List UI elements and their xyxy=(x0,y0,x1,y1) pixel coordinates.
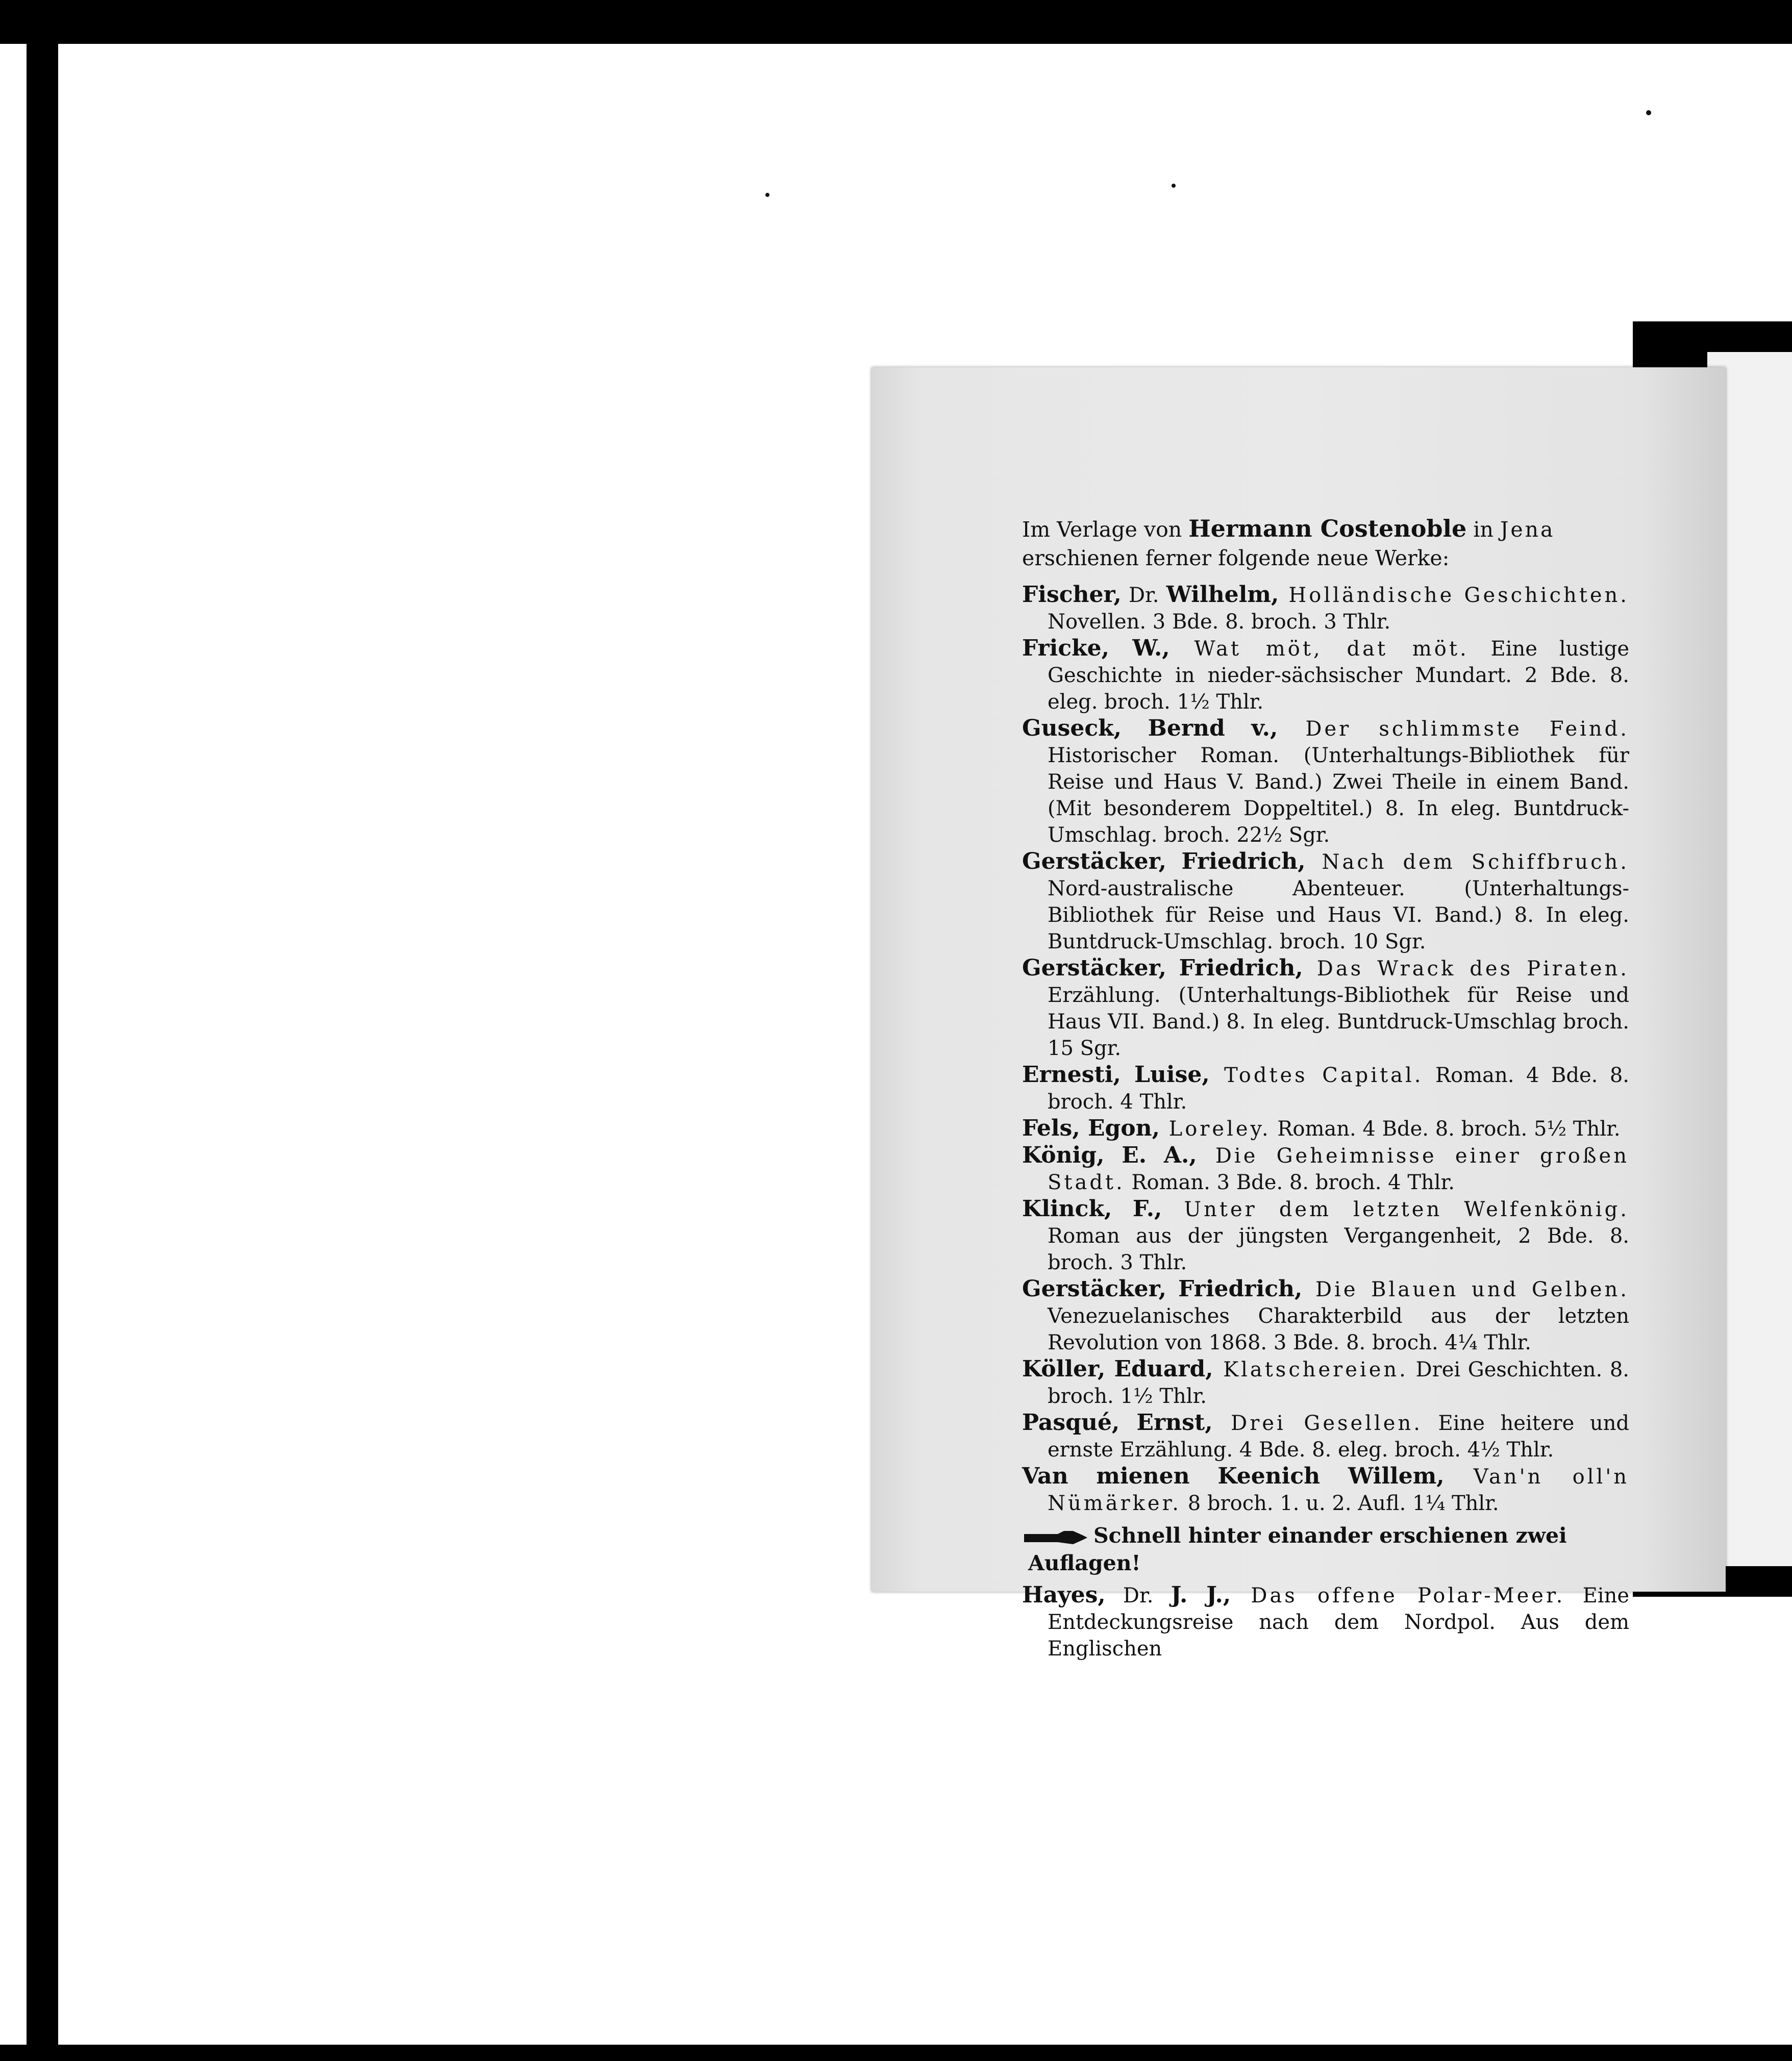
book-entry xyxy=(1022,1196,1629,1276)
book-entry-hayes xyxy=(1022,1582,1629,1662)
book-title: Das offene Polar-Meer. xyxy=(1231,1584,1565,1607)
pointing-hand-icon xyxy=(1022,1529,1088,1546)
book-details: Roman. 4 Bde. 8. broch. 4 Thlr. xyxy=(1048,1064,1629,1114)
book-author: König, E. A., xyxy=(1022,1142,1197,1168)
book-entry xyxy=(1022,1142,1629,1196)
book-title: Todtes Capital. xyxy=(1209,1064,1424,1087)
speck xyxy=(1646,110,1651,115)
book-details: Novellen. 3 Bde. 8. broch. 3 Thlr. xyxy=(1048,610,1391,634)
reprint-notice xyxy=(1022,1522,1629,1577)
book-details: Roman aus der jüngsten Vergangenheit, 2 Bde. 8. broch. 3 Thlr. xyxy=(1048,1224,1629,1274)
book-author: Hayes, xyxy=(1022,1582,1106,1608)
book-list xyxy=(1022,582,1629,1517)
book-title: Klatschereien. xyxy=(1213,1358,1408,1381)
book-details: Eine lustige Geschichte in nieder-sächsischer Mundart. 2 Bde. 8. eleg. broch. 1½ Thlr. xyxy=(1048,637,1630,714)
book-details: Roman. 4 Bde. 8. broch. 5½ Thlr. xyxy=(1271,1117,1621,1141)
speck xyxy=(1172,184,1176,188)
book-author-title: Dr. xyxy=(1105,1584,1171,1607)
book-entry xyxy=(1022,582,1629,635)
intro-in: in xyxy=(1473,517,1494,542)
publisher-name: Hermann Costenoble xyxy=(1188,515,1467,542)
book-details: Eine Entdeckungsreise nach dem Nordpol. Aus dem Englischen xyxy=(1048,1584,1630,1661)
book-title: Unter dem letzten Welfenkönig. xyxy=(1162,1198,1630,1221)
book-details: Eine heitere und ernste Erzählung. 4 Bde. 8. eleg. broch. 4½ Thlr. xyxy=(1048,1412,1629,1462)
book-author: Fischer, xyxy=(1022,582,1122,608)
book-entry xyxy=(1022,1276,1629,1356)
book-title: Nach dem Schiffbruch. xyxy=(1305,850,1629,874)
book-author: Gerstäcker, Friedrich, xyxy=(1022,955,1303,981)
book-entry xyxy=(1022,1115,1629,1142)
book-entry xyxy=(1022,1356,1629,1410)
book-author: Ernesti, Luise, xyxy=(1022,1062,1210,1088)
intro-line xyxy=(1022,514,1629,572)
book-entry xyxy=(1022,715,1629,848)
book-author: Van mienen Keenich Willem, xyxy=(1022,1463,1445,1489)
book-details: Venezuelanisches Charakterbild aus der letzten Revolution von 1868. 3 Bde. 8. broch. 4¼ Thlr. xyxy=(1048,1304,1629,1354)
book-title: Loreley. xyxy=(1159,1117,1271,1141)
book-title: Van'n oll'n Nümärker. xyxy=(1048,1465,1630,1515)
book-author: Klinck, F., xyxy=(1022,1196,1162,1222)
book-author-initials: J. J., xyxy=(1171,1582,1231,1608)
book-entry xyxy=(1022,635,1629,715)
book-title: Die Geheimnisse einer großen Stadt. xyxy=(1048,1144,1629,1194)
book-entry xyxy=(1022,1463,1629,1517)
book-entry xyxy=(1022,848,1629,955)
scan-left-edge xyxy=(0,44,27,2045)
book-author-extra: Dr. xyxy=(1121,584,1166,607)
book-author: Köller, Eduard, xyxy=(1022,1356,1213,1382)
book-author: Guseck, Bernd v., xyxy=(1022,715,1278,741)
book-entry xyxy=(1022,1062,1629,1115)
book-author-name: Wilhelm, xyxy=(1166,582,1279,608)
book-entry xyxy=(1022,955,1629,1062)
intro-suffix: erschienen ferner folgende neue Werke: xyxy=(1022,546,1450,570)
book-details: Historischer Roman. (Unterhaltungs-Bibliothek für Reise und Haus V. Band.) Zwei Theile in einem Band. (Mit besonderem Doppeltitel.) 8. In eleg. Buntdruck-Umschlag. broch. 22½ Sgr. xyxy=(1048,744,1629,847)
book-title: Das Wrack des Piraten. xyxy=(1303,957,1629,981)
book-details: Roman. 3 Bde. 8. broch. 4 Thlr. xyxy=(1125,1171,1455,1194)
book-title: Der schlimmste Feind. xyxy=(1278,717,1629,741)
book-details: Erzählung. (Unterhaltungs-Bibliothek für Reise und Haus VII. Band.) 8. In eleg. Buntdruck-Umschlag broch. 15 Sgr. xyxy=(1048,984,1629,1060)
book-title: Die Blauen und Gelben. xyxy=(1302,1278,1629,1301)
book-title: Drei Gesellen. xyxy=(1212,1412,1423,1435)
book-author: Pasqué, Ernst, xyxy=(1022,1410,1213,1436)
book-details: Drei Geschichten. 8. broch. 1½ Thlr. xyxy=(1048,1358,1629,1408)
book-entry xyxy=(1022,1410,1629,1463)
book-author: Gerstäcker, Friedrich, xyxy=(1022,1276,1303,1302)
book-details: 8 broch. 1. u. 2. Aufl. 1¼ Thlr. xyxy=(1181,1492,1499,1515)
book-title: Wat möt, dat möt. xyxy=(1169,637,1469,661)
reprint-notice-text: Schnell hinter einander erschienen zwei Auflagen! xyxy=(1028,1523,1567,1575)
book-author: Fels, Egon, xyxy=(1022,1115,1160,1141)
book-title: Holländische Geschichten. xyxy=(1279,584,1629,607)
book-author: Gerstäcker, Friedrich, xyxy=(1022,848,1306,874)
intro-prefix: Im Verlage von xyxy=(1022,517,1182,542)
book-details: Nord-australische Abenteuer. (Unterhaltungs-Bibliothek für Reise und Haus VI. Band.) 8. In eleg. Buntdruck-Umschlag. broch. 10 Sgr. xyxy=(1048,877,1629,953)
advertisement-page xyxy=(872,367,1726,1661)
advertisement-text xyxy=(1022,514,1629,1662)
scan-left-border xyxy=(27,44,58,2045)
speck xyxy=(765,193,769,197)
publisher-city: Jena xyxy=(1500,517,1555,542)
book-author: Fricke, W., xyxy=(1022,635,1170,661)
